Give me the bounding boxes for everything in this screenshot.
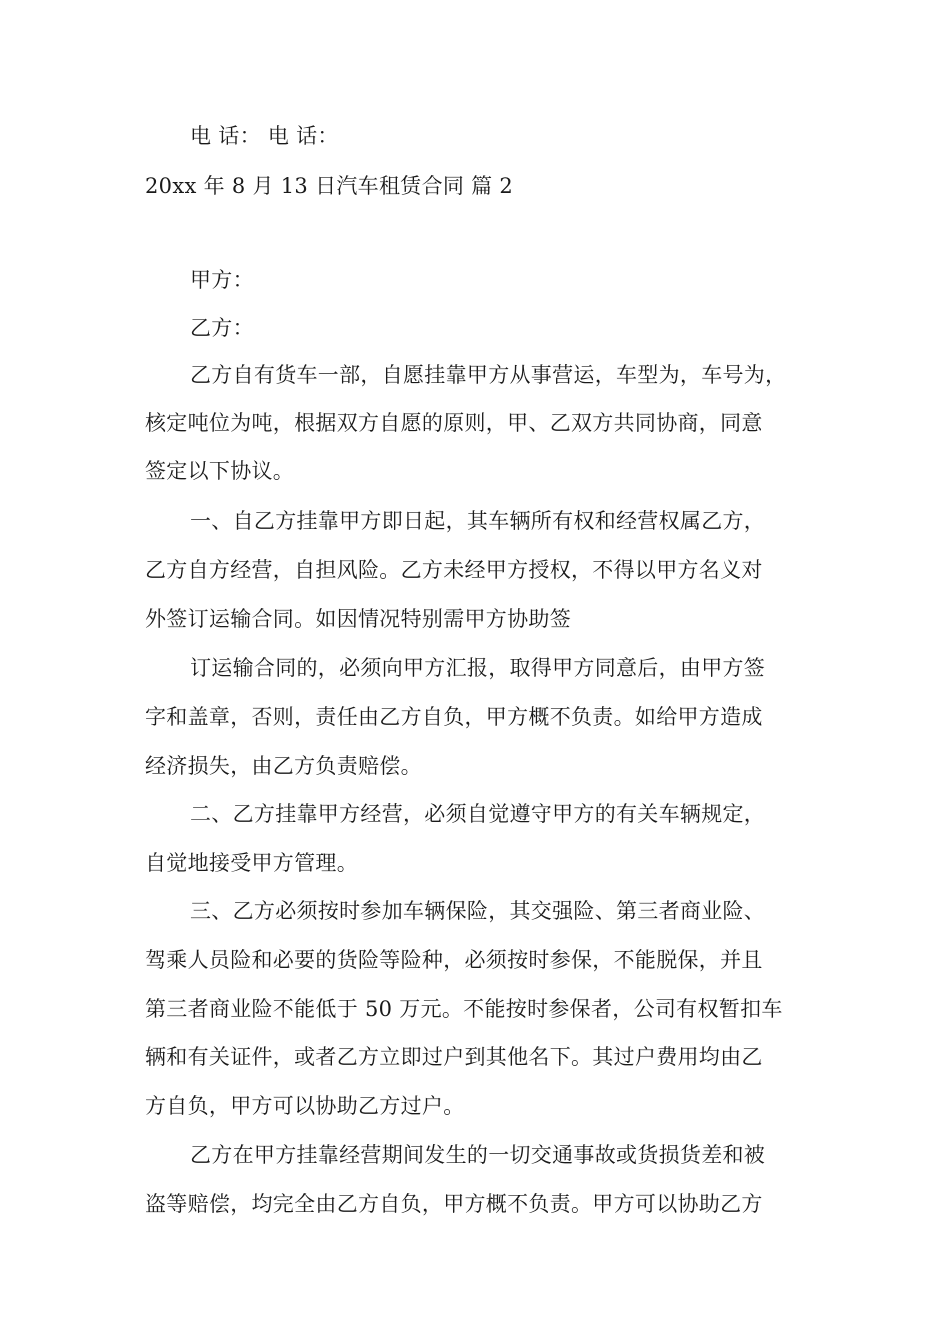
paragraph-line: 订运输合同的，必须向甲方汇报，取得甲方同意后，由甲方签 (190, 656, 766, 680)
section-title: 20xx 年 8 月 13 日汽车租赁合同 篇 2 (145, 174, 514, 198)
party-a-label: 甲方： (190, 268, 254, 292)
paragraph-line: 三、乙方必须按时参加车辆保险，其交强险、第三者商业险、 (190, 899, 766, 923)
paragraph-line: 方自负，甲方可以协助乙方过户。 (145, 1094, 465, 1118)
paragraph-line: 字和盖章，否则，责任由乙方自负，甲方概不负责。如给甲方造成 (145, 705, 763, 729)
paragraph-line: 盗等赔偿，均完全由乙方自负，甲方概不负责。甲方可以协助乙方 (145, 1192, 763, 1216)
paragraph-line: 二、乙方挂靠甲方经营，必须自觉遵守甲方的有关车辆规定， (190, 802, 766, 826)
paragraph-line: 辆和有关证件，或者乙方立即过户到其他名下。其过户费用均由乙 (145, 1045, 763, 1069)
paragraph-line: 签定以下协议。 (145, 459, 295, 483)
paragraph-line: 第三者商业险不能低于 50 万元。不能按时参保者，公司有权暂扣车 (145, 997, 783, 1021)
paragraph-line: 乙方自有货车一部，自愿挂靠甲方从事营运，车型为，车号为， (190, 363, 787, 387)
paragraph-line: 外签订运输合同。如因情况特别需甲方协助签 (145, 607, 571, 631)
paragraph-line: 驾乘人员险和必要的货险等险种，必须按时参保，不能脱保，并且 (145, 948, 763, 972)
paragraph-line: 一、自乙方挂靠甲方即日起，其车辆所有权和经营权属乙方， (190, 509, 766, 533)
paragraph-line: 自觉地接受甲方管理。 (145, 851, 358, 875)
contact-line: 电 话： 电 话： (190, 124, 339, 148)
paragraph-line: 乙方自方经营，自担风险。乙方未经甲方授权，不得以甲方名义对 (145, 558, 763, 582)
party-b-label: 乙方： (190, 316, 254, 340)
paragraph-line: 乙方在甲方挂靠经营期间发生的一切交通事故或货损货差和被 (190, 1143, 766, 1167)
paragraph-line: 经济损失，由乙方负责赔偿。 (145, 754, 422, 778)
paragraph-line: 核定吨位为吨，根据双方自愿的原则，甲、乙双方共同协商，同意 (145, 411, 763, 435)
